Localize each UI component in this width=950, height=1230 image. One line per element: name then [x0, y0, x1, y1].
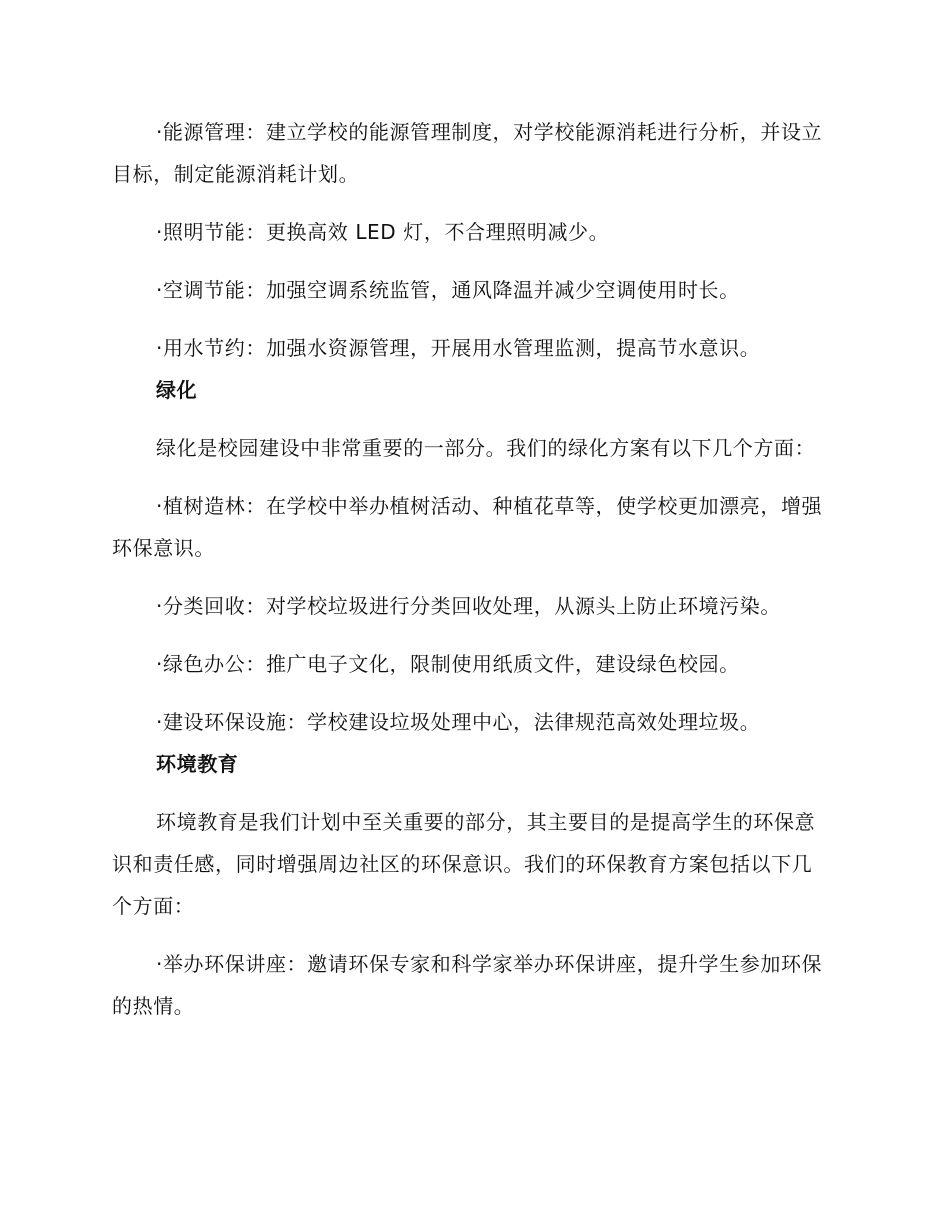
education-heading: 环境教育 [156, 752, 239, 776]
greening-item-green-office: ·绿色办公：推广电子文化，限制使用纸质文件，建设绿色校园。 [156, 652, 740, 676]
energy-item-lighting: ·照明节能：更换高效 LED 灯，不合理照明减少。 [156, 220, 610, 244]
greening-intro: 绿化是校园建设中非常重要的一部分。我们的绿化方案有以下几个方面： [156, 436, 816, 460]
education-intro: 环境教育是我们计划中至关重要的部分，其主要目的是提高学生的环保意识和责任感，同时增强周边社区的环保意识。我们的环保教育方案包括以下几个方面： [112, 810, 816, 918]
energy-item-air-conditioning: ·空调节能：加强空调系统监管，通风降温并减少空调使用时长。 [156, 278, 740, 302]
greening-heading: 绿化 [156, 378, 198, 402]
document-body [112, 111, 832, 1027]
greening-item-recycling: ·分类回收：对学校垃圾进行分类回收处理，从源头上防止环境污染。 [156, 594, 781, 618]
greening-item-facilities: ·建设环保设施：学校建设垃圾处理中心，法律规范高效处理垃圾。 [156, 710, 761, 734]
energy-item-management: ·能源管理：建立学校的能源管理制度，对学校能源消耗进行分析，并设立目标，制定能源消耗计划。 [112, 120, 823, 186]
education-item-lectures: ·举办环保讲座：邀请环保专家和科学家举办环保讲座，提升学生参加环保的热情。 [112, 952, 823, 1018]
energy-item-water: ·用水节约：加强水资源管理，开展用水管理监测，提高节水意识。 [156, 336, 761, 360]
greening-item-tree-planting: ·植树造林：在学校中举办植树活动、种植花草等，使学校更加漂亮，增强环保意识。 [112, 494, 823, 560]
